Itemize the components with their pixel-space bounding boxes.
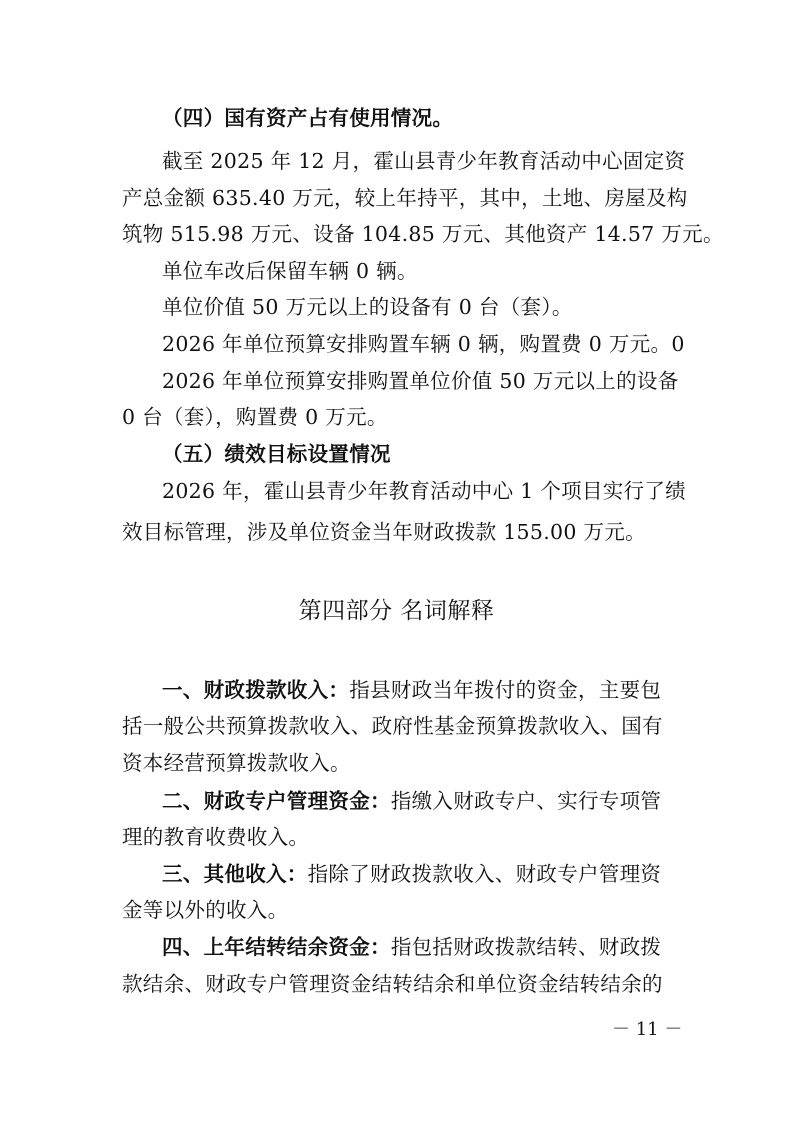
glossary-item-3-definition: 指除了财政拨款收入、财政专户管理资 <box>307 862 662 886</box>
glossary-item-4-line-1 <box>162 932 682 962</box>
section-5-paragraph-1-line-2: 效目标管理，涉及单位资金当年财政拨款 155.00 万元。 <box>122 520 646 544</box>
glossary-item-3-label: 三、其他收入： <box>162 862 308 886</box>
glossary-item-1-line-3: 资本经营预算拨款收入。 <box>122 751 351 775</box>
glossary-item-2-line-2: 理的教育收费收入。 <box>122 825 310 849</box>
glossary-item-1-line-1 <box>162 675 682 705</box>
part-4-title: 第四部分 名词解释 <box>298 598 495 624</box>
section-4-paragraph-1-line-3: 筑物 515.98 万元、设备 104.85 万元、其他资产 14.57 万元。 <box>122 222 724 246</box>
section-4-paragraph-5-line-2: 0 台（套），购置费 0 万元。 <box>122 405 388 429</box>
glossary-item-2-definition: 指缴入财政专户、实行专项管 <box>390 789 662 813</box>
section-4-paragraph-1-line-2: 产总金额 635.40 万元，较上年持平，其中，土地、房屋及构 <box>122 186 688 210</box>
section-5-heading: （五）绩效目标设置情况 <box>162 442 391 466</box>
page-number: － 11 － <box>612 1019 683 1040</box>
section-4-paragraph-5-line-1: 2026 年单位预算安排购置单位价值 50 万元以上的设备 <box>162 369 679 393</box>
section-5-paragraph-1-line-1: 2026 年，霍山县青少年教育活动中心 1 个项目实行了绩 <box>162 479 686 503</box>
glossary-item-4-definition: 指包括财政拨款结转、财政拨 <box>390 935 662 959</box>
section-4-paragraph-2: 单位车改后保留车辆 0 辆。 <box>162 259 418 283</box>
glossary-item-2-label: 二、财政专户管理资金： <box>162 789 391 813</box>
section-4-paragraph-1-line-1: 截至 2025 年 12 月，霍山县青少年教育活动中心固定资 <box>162 149 686 173</box>
glossary-item-4-label: 四、上年结转结余资金： <box>162 935 391 959</box>
glossary-item-4-line-2: 款结余、财政专户管理资金结转结余和单位资金结转结余的 <box>122 972 663 996</box>
glossary-item-1-definition: 指县财政当年拨付的资金，主要包 <box>349 678 662 702</box>
glossary-item-3-line-1 <box>162 859 682 889</box>
section-4-paragraph-4: 2026 年单位预算安排购置车辆 0 辆，购置费 0 万元。0 <box>162 332 685 356</box>
section-4-heading: （四）国有资产占有使用情况。 <box>162 106 454 130</box>
section-4-paragraph-3: 单位价值 50 万元以上的设备有 0 台（套）。 <box>162 295 573 319</box>
glossary-item-2-line-1 <box>162 786 682 816</box>
glossary-item-1-label: 一、财政拨款收入： <box>162 678 350 702</box>
glossary-item-3-line-2: 金等以外的收入。 <box>122 898 289 922</box>
glossary-item-1-line-2: 括一般公共预算拨款收入、政府性基金预算拨款收入、国有 <box>122 714 663 738</box>
